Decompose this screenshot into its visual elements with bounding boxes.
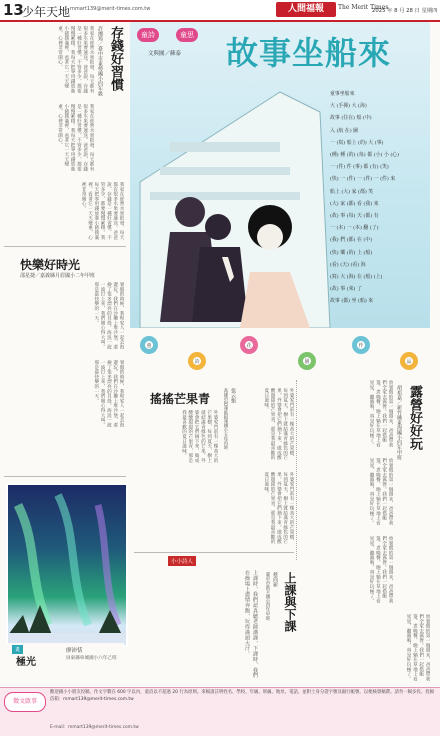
article-school-class: 臺中市新平國小四年甲班 (265, 572, 270, 621)
article-body-mango: 外婆家門前有一棵高大的芒果樹，每到夏天，樹上就結滿青綠色的芒果。外婆會把它們摘下來，做成酸酸甜甜的芒果青，那是我最喜歡的夏日滋味。 (181, 410, 218, 463)
article-author: 邵星捷／嘉義縣月眉國小二年甲班 (20, 273, 96, 279)
poem-tag: 童詩 (137, 28, 159, 42)
poem-line: 入 (航 在) 圖 (330, 127, 359, 134)
article-author-camp: 胡祖嘉／新竹縣東海國小四年甲班 (396, 385, 402, 460)
flower-label: 品 (406, 359, 412, 365)
poem-author: 文與圖／蘇泰 (148, 51, 182, 57)
section-email[interactable]: mmart139@merit-times.com.tw (70, 6, 151, 12)
poem-line: 童事坐船來 (330, 91, 355, 97)
article-happy (0, 250, 128, 472)
article-body: 我家在經營水果批發，每天都有很多水果要運送。爸爸說，存錢是一種好習慣，不管多少，都要慢慢累積。我每天把零用錢放進小豬撲滿裡，看著它一天天變重，心裡非常開心。 (57, 26, 94, 94)
flower-label: 花 (246, 343, 252, 349)
article-body-mango: 外婆家門前有一棵高大的芒果樹，每到夏天，樹上就結滿青綠色的芒果。外婆會把它們摘下來，做成酸酸甜甜的芒果青，那是我最喜歡的夏日滋味。 (263, 472, 294, 544)
article-money (0, 22, 128, 258)
badge-label: 徵文啟事 (12, 698, 37, 705)
page-number: 13 (3, 1, 24, 19)
poem-line: (我) 們 (都) 在 (中) (330, 237, 373, 244)
article-body-class: 上課時，我們認真聽老師講課，下課時，我們在操場上盡情奔跑，玩得滿頭大汗。 (244, 570, 258, 678)
article-body-mango: 外婆家門前有一棵高大的芒果樹，每到夏天，樹上就結滿青綠色的芒果。外婆會把它們摘下來，做成酸酸甜甜的芒果青，那是我最喜歡的夏日滋味。 (263, 388, 294, 460)
flower-label: 作 (358, 343, 364, 349)
poem-line: 一 (本) 一 (本) 翻 (了) (330, 225, 379, 232)
flower-label: 園 (304, 359, 310, 365)
article-body: 我家在經營水果批發，每天都有很多水果要運送。爸爸說，存錢是一種好習慣，不管多少，都要慢慢累積。我每天把零用錢放進小豬撲滿裡，看著它一天天變重，心裡非常開心。 (57, 104, 94, 172)
poem-line: 一 (寫) 船上 (的) 大 (事) (330, 139, 384, 146)
poem-line: 一 (件) 件 (事) 都 (有) (笑) (330, 164, 389, 171)
poem-line: (寫) 大 (海) 在 (船) (上) (330, 274, 383, 280)
footer-contact[interactable]: E-mail：mmart139@merit-times.com.tw (50, 725, 139, 730)
poem-line: (快) 樂 (的) 上 (船) (330, 249, 373, 256)
article-school-mango: 高雄市阿蓮區阿蓮國小五年丙班 (223, 388, 228, 450)
poem-line: 大 (手揮) 大 (海) (330, 103, 367, 110)
poem-line: (大) 家 (都) 看 (我) 來 (330, 200, 379, 207)
article-title-mango: 搖搖芒果青 (150, 392, 211, 406)
article-body-camp: 放暑假的第一個週末，爸爸帶我們全家去露營。我們一起搭帳篷、煮晚餐，晚上躺在草地上看星星，聽蟲鳴，真是好玩極了。 (406, 614, 430, 682)
article-title: 快樂好時光 (20, 258, 81, 272)
poem-line: (故) 事 (來) 了 (330, 286, 362, 293)
aurora-drawing (8, 485, 126, 645)
poem-line: 故事 (都) 坐 (船) 來 (330, 298, 374, 305)
article-author-class: 蔡尚新 (272, 572, 278, 587)
article-title-camp: 露營好好玩 (407, 385, 422, 450)
article-author-mango: 張云甄 (230, 388, 236, 403)
divider (134, 552, 294, 553)
poem-title: 故事坐船來 (226, 34, 392, 72)
footer-notice: 歡迎國小小朋友投稿，作文字數在 600 字以內，童詩以不超過 20 行為原則。來稿請註明姓名、學校、年級、班級、地址、電話，並附上身分證字號及銀行帳號，以便核發稿費。請勿一稿多投。投稿信箱：mmart139@merit-times.com.tw (50, 690, 434, 702)
poem-lines (330, 90, 426, 318)
article-body: 暑假的時候，我和家人一起去海邊玩。我們在沙灘上堆沙堡，還撿了很多漂亮的貝殼。海浪一波一波打上來，我們開心得大叫。那是最快樂的一天。 (93, 360, 124, 428)
submission-badge[interactable] (4, 692, 46, 712)
poem-line: (故) 事 (每) 天 (都) 有 (330, 213, 379, 219)
article-body: 暑假的時候，我和家人一起去海邊玩。我們在沙灘上堆沙堡，還撿了很多漂亮的貝殼。海浪一波一波打上來，我們開心得大叫。那是最快樂的一天。 (93, 282, 124, 350)
poem-line: 船上 (大) 家 (都) 笑 (330, 188, 374, 195)
logo-text: 人間福報 (287, 4, 324, 14)
section-label-flag: 畫 (12, 645, 23, 654)
flower-label: 詩 (194, 359, 200, 365)
poem-line: (種) 種 (的) (每) 都 (小) 小 (心) (330, 152, 400, 158)
aurora-illustration (6, 483, 128, 647)
poem-line: (看) (天) (看) 海 (330, 261, 366, 268)
newspaper-logo (276, 2, 336, 17)
flower-label: 童 (146, 343, 152, 349)
divider (4, 476, 126, 477)
article-title: 存錢好習慣 (108, 26, 123, 91)
poem-line: (快) 一 (件) 一 (件) 一 (件) 來 (330, 176, 396, 183)
section-title: 少年天地 (22, 5, 71, 19)
flower-banner (130, 330, 430, 376)
poem-tag: 童思 (176, 28, 198, 42)
article-author: 許湘筠／臺中市東勢國小四年級 (97, 26, 103, 96)
newspaper-english-name: The Merit Times (338, 4, 389, 11)
small-poet-tag: 小小詩人 (168, 556, 196, 566)
artwork-author: 廖沛恬 (66, 648, 83, 654)
divider (4, 246, 126, 247)
article-title-class: 上課與下課 (283, 572, 297, 632)
article-body-camp: 放暑假的第一個週末，爸爸帶我們全家去露營。我們一起搭帳篷、煮晚餐，晚上躺在草地上看星星，聽蟲鳴，真是好玩極了。 (369, 380, 393, 448)
article-body-camp: 放暑假的第一個週末，爸爸帶我們全家去露營。我們一起搭帳篷、煮晚餐，晚上躺在草地上看星星，聽蟲鳴，真是好玩極了。 (369, 458, 393, 526)
column-divider (296, 380, 297, 560)
issue-date: 2025 年 8 月 28 日 星期四 (372, 8, 438, 14)
article-body: 我家在經營水果批發，每天都有很多水果要運送。爸爸說，存錢是一種好習慣，不管多少，都要慢慢累積。我每天把零用錢放進小豬撲滿裡，看著它一天天變重，心裡非常開心。 (81, 182, 124, 240)
artwork-title: 極光 (16, 657, 36, 668)
artwork-school: 屏東縣車城國小六年乙班 (66, 656, 117, 661)
article-body-camp: 放暑假的第一個週末，爸爸帶我們全家去露營。我們一起搭帳篷、煮晚餐，晚上躺在草地上看星星，聽蟲鳴，真是好玩極了。 (369, 536, 393, 604)
poem-line: 故事 (住在) 船 (中) (330, 115, 372, 122)
aurora-caption (6, 643, 124, 669)
